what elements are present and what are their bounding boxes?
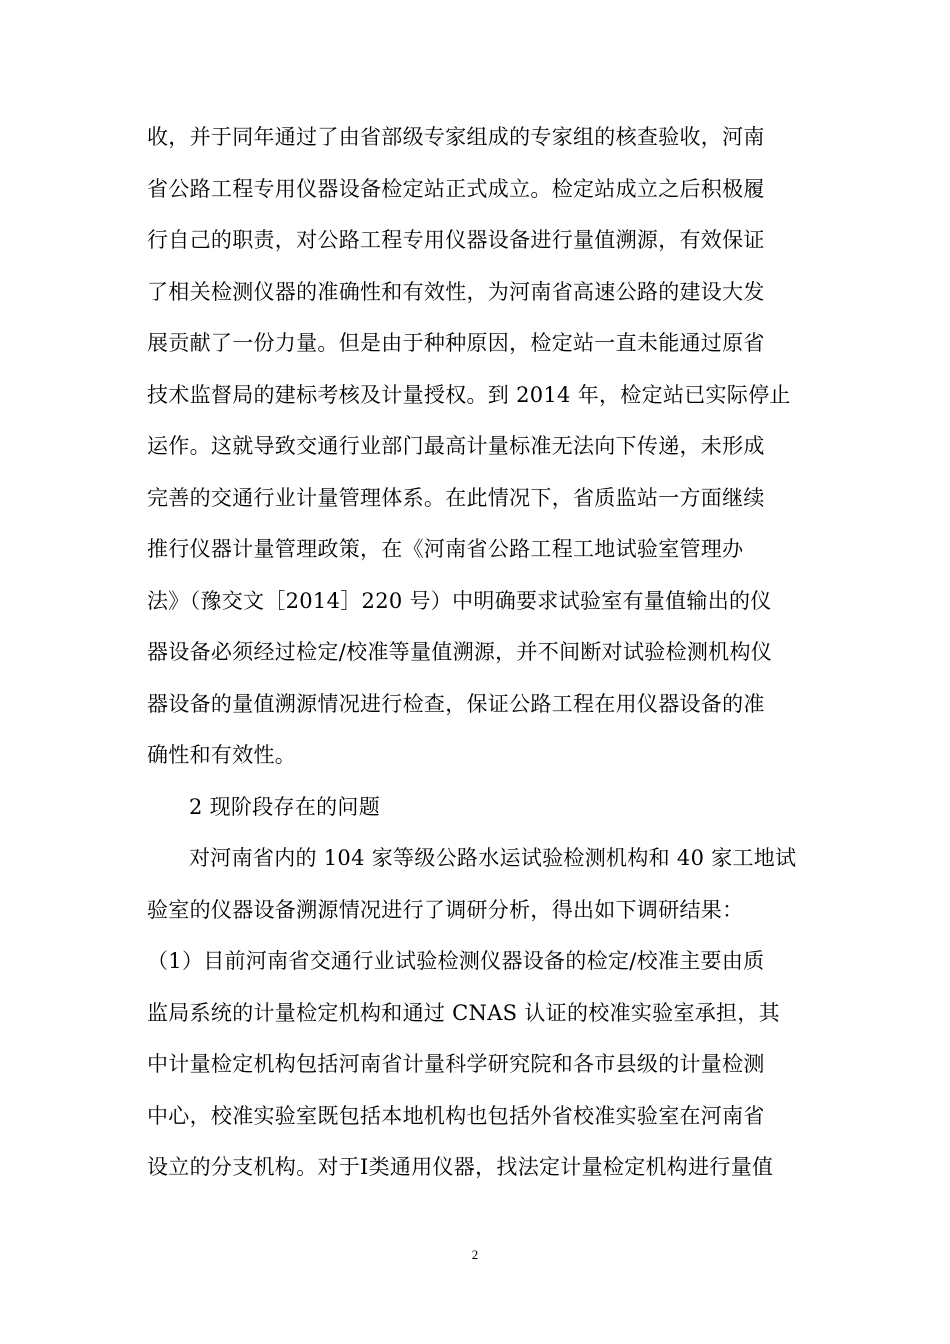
text-line: 运作。这就导致交通行业部门最高计量标准无法向下传递，未形成 (147, 434, 765, 458)
text-line: 技术监督局的建标考核及计量授权。到 2014 年，检定站已实际停止 (147, 382, 791, 407)
text-line: 展贡献了一份力量。但是由于种种原因，检定站一直未能通过原省 (147, 331, 765, 355)
text-line: 对河南省内的 104 家等级公路水运试验检测机构和 40 家工地试 (189, 846, 797, 870)
text-line: 推行仪器计量管理政策，在《河南省公路工程工地试验室管理办 (147, 537, 744, 561)
section-heading: 2 现阶段存在的问题 (189, 794, 381, 819)
text-line: 中心，校准实验室既包括本地机构也包括外省校准实验室在河南省 (147, 1103, 765, 1128)
text-line: 法》（豫交文［2014］220 号）中明确要求试验室有量值输出的仪 (147, 588, 772, 613)
text-line: 器设备必须经过检定/校准等量值溯源，并不间断对试验检测机构仪 (147, 640, 773, 664)
body-text (147, 112, 807, 1194)
text-line: 验室的仪器设备溯源情况进行了调研分析，得出如下调研结果： (147, 897, 744, 922)
text-line: 监局系统的计量检定机构和通过 CNAS 认证的校准实验室承担，其 (147, 1000, 780, 1025)
text-line: 中计量检定机构包括河南省计量科学研究院和各市县级的计量检测 (147, 1052, 765, 1076)
text-line: 了相关检测仪器的准确性和有效性，为河南省高速公路的建设大发 (147, 279, 765, 304)
page-number: 2 (471, 1247, 479, 1262)
text-line: 完善的交通行业计量管理体系。在此情况下，省质监站一方面继续 (147, 485, 765, 510)
text-line: 收，并于同年通过了由省部级专家组成的专家组的核查验收，河南 (147, 125, 765, 149)
text-line: 设立的分支机构。对于I类通用仪器，找法定计量检定机构进行量值 (147, 1155, 774, 1179)
text-line: 行自己的职责，对公路工程专用仪器设备进行量值溯源，有效保证 (147, 228, 765, 252)
text-line: 省公路工程专用仪器设备检定站正式成立。检定站成立之后积极履 (147, 176, 765, 201)
text-line: （1）目前河南省交通行业试验检测仪器设备的检定/校准主要由质 (147, 949, 765, 973)
text-line: 器设备的量值溯源情况进行检查，保证公路工程在用仪器设备的准 (147, 691, 765, 716)
text-line: 确性和有效性。 (147, 743, 297, 767)
